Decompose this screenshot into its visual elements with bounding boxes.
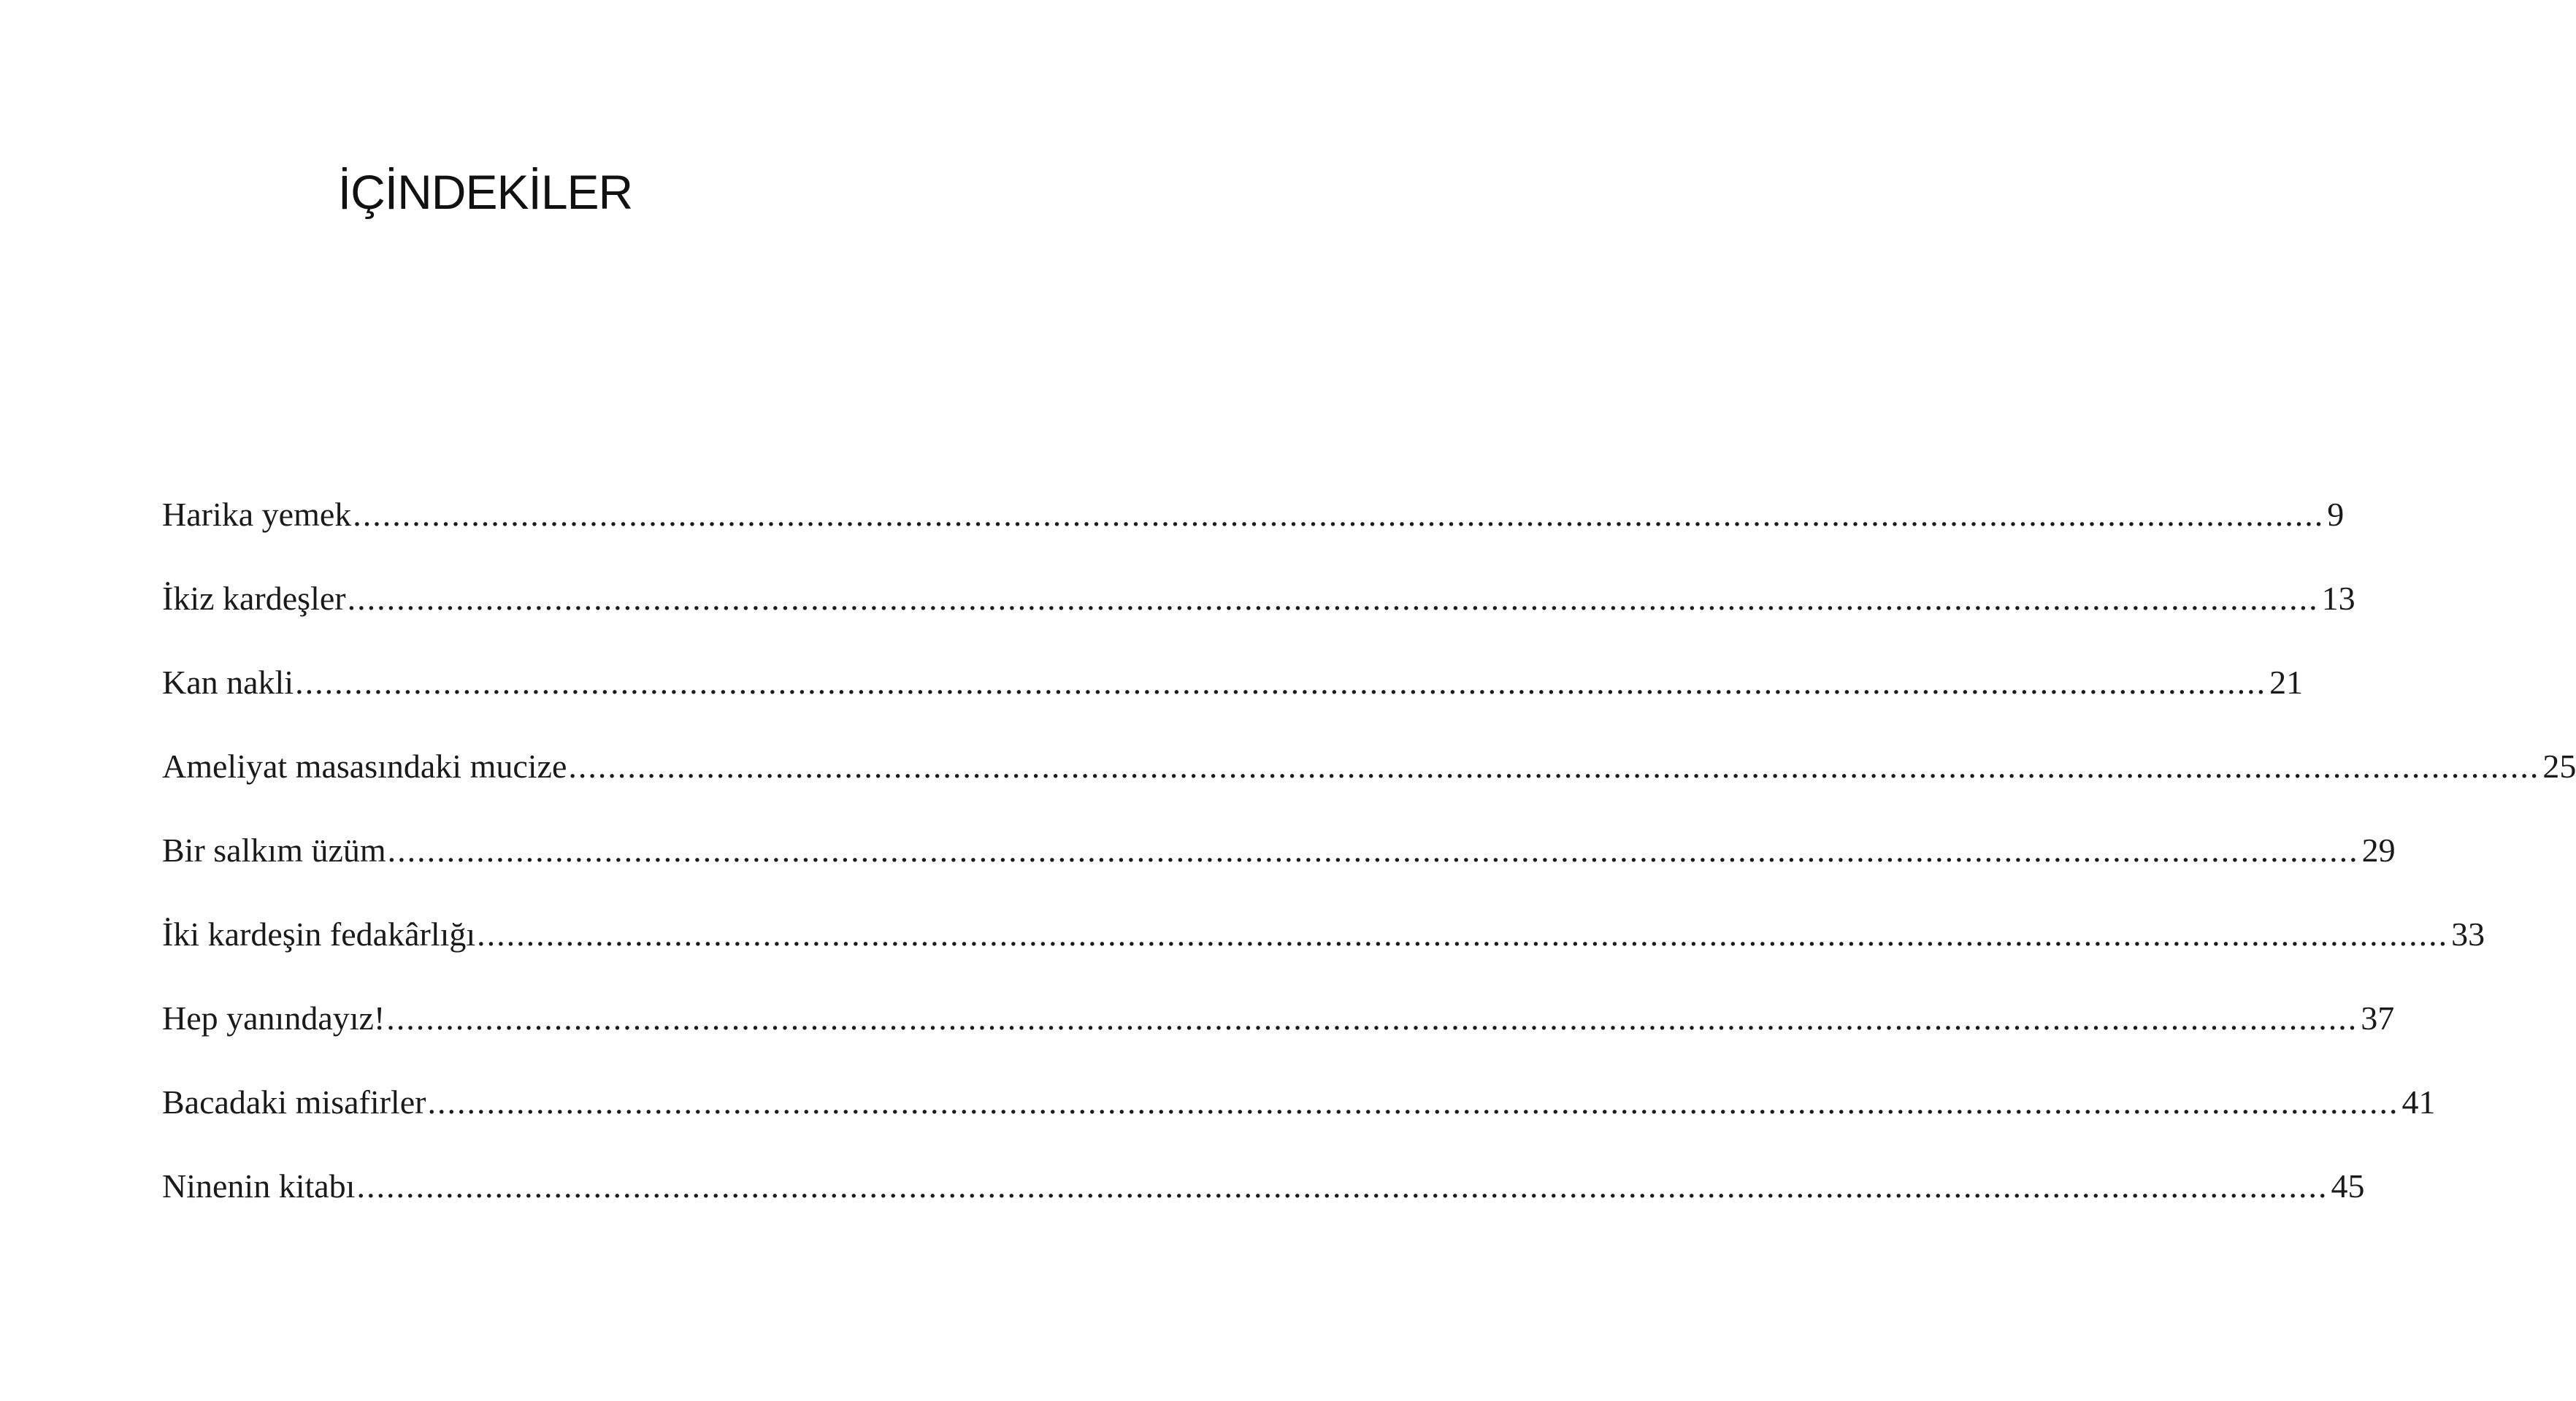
toc-entry[interactable] [162,913,2485,997]
toc-page-number: 45 [2331,1167,2365,1205]
toc-dot-leader: ........................................................................................................................................................................................................ [477,916,2449,953]
toc-page-number: 21 [2269,664,2304,701]
toc-dot-leader: ........................................................................................................................................................................................................ [386,999,2358,1037]
toc-entry[interactable] [162,661,2304,745]
toc-page-number: 41 [2401,1083,2436,1121]
toc-page-number: 9 [2327,496,2345,533]
toc-entry-title: İkiz kardeşler [162,580,346,617]
toc-page-number: 29 [2361,832,2396,869]
toc-entry[interactable] [162,829,2396,913]
toc-page-number: 25 [2542,748,2576,785]
toc-entry-title: Bir salkım üzüm [162,832,386,869]
page-title: İÇİNDEKİLER [337,165,633,219]
toc-entry-title: Ninenin kitabı [162,1167,356,1205]
toc-page-number: 37 [2361,999,2395,1037]
toc-entry[interactable] [162,577,2355,661]
toc-entry-title: Bacadaki misafirler [162,1083,426,1121]
toc-entry-title: Kan nakli [162,664,294,701]
toc-entry-title: Ameliyat masasındaki mucize [162,748,567,785]
toc-page-number: 13 [2321,580,2355,617]
toc-page-number: 33 [2451,916,2485,953]
toc-dot-leader: ........................................................................................................................................................................................................ [295,664,2267,701]
toc-dot-leader: ........................................................................................................................................................................................................ [347,580,2319,617]
toc-entry[interactable] [162,997,2395,1081]
toc-entry[interactable] [162,745,2576,829]
toc-entry[interactable] [162,1164,2365,1248]
toc-entry-title: İki kardeşin fedakârlığı [162,916,476,953]
table-of-contents [162,493,2576,1248]
toc-dot-leader: ........................................................................................................................................................................................................ [356,1167,2328,1205]
toc-entry[interactable] [162,1081,2436,1164]
toc-dot-leader: ........................................................................................................................................................................................................ [427,1083,2399,1121]
toc-entry-title: Harika yemek [162,496,352,533]
toc-entry-title: Hep yanındayız! [162,999,386,1037]
toc-dot-leader: ........................................................................................................................................................................................................ [353,496,2325,533]
toc-dot-leader: ........................................................................................................................................................................................................ [387,832,2359,869]
toc-entry[interactable] [162,493,2345,577]
toc-dot-leader: ........................................................................................................................................................................................................ [568,748,2540,785]
